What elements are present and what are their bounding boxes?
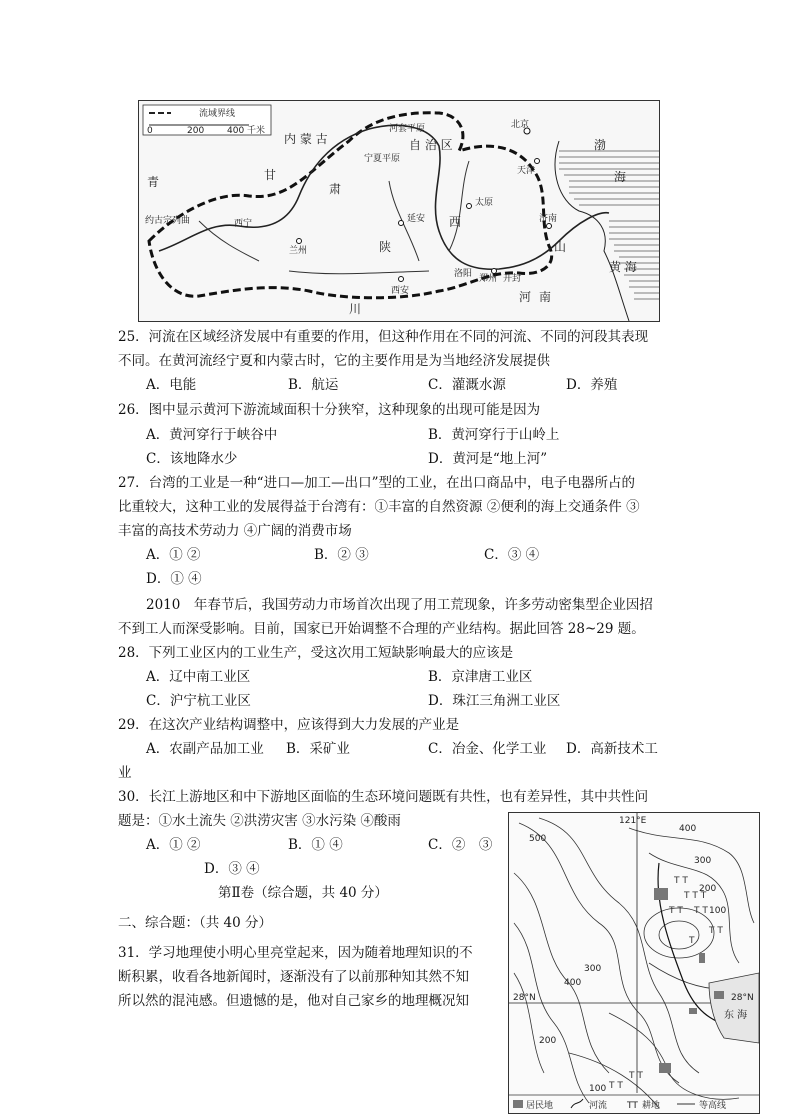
sea-label: 东 海 [724,1010,748,1021]
contour-map [508,812,760,1114]
label-sichuan: 川 [349,302,362,316]
label-zhengzhou: 郑州 [479,274,498,284]
q27-option-a: A．① ② [146,547,201,563]
q29-option-b: B．采矿业 [286,741,350,757]
q27-option-b: B．② ③ [314,547,369,563]
contour-label-300-top: 300 [694,856,712,866]
contour-label-300-left: 300 [584,964,602,974]
label-shaanxi: 陕 [379,240,392,254]
part2-title: 第Ⅱ卷（综合题，共 40 分） [218,885,388,901]
q27-option-d: D．① ④ [146,571,202,587]
settlement-4 [689,1008,697,1014]
jinan-marker [547,224,552,229]
label-beijing: 北京 [511,120,530,130]
sea-area [709,973,759,1043]
svg-text:T T: T T [694,906,708,916]
svg-text:T T: T T [629,1071,643,1081]
settlement-2 [699,953,705,963]
q30-option-c: C．② ③ [428,837,493,853]
xian-marker [399,277,404,282]
q28-option-b: B．京津唐工业区 [428,669,533,685]
legend-boundary-label: 流域界线 [199,109,236,119]
contour-label-200-left: 200 [539,1036,557,1046]
q28-option-a: A．辽中南工业区 [146,669,251,685]
passage-line2: 不到工人而深受影响。目前，国家已开始调整不合理的产业结构。据此回答 28~29 题。 [118,621,645,637]
q25-stem-line2: 不同。在黄河流经宁夏和内蒙古时，它的主要作用是为当地经济发展提供 [118,353,550,369]
wei-river [289,271,429,274]
q25-option-c: C．灌溉水源 [428,377,506,393]
legend-river-symbol [571,1099,583,1108]
label-lanzhou: 兰州 [289,246,308,256]
q30-stem-line2: 题是：①水土流失 ②洪涝灾害 ③水污染 ④酸雨 [118,813,401,829]
contour-label-200-top: 200 [699,884,717,894]
q31-line1: 31．学习地理使小明心里亮堂起来，因为随着地理知识的不 [118,945,473,961]
q28-stem: 28．下列工业区内的工业生产，受这次用工短缺影响最大的应该是 [118,645,514,661]
coastline [555,141,629,321]
svg-text:T T T: T T T [684,891,707,901]
legend-river-label: 河流 [589,1101,608,1111]
label-bohai-1: 渤 [594,138,607,152]
q26-stem: 26．图中显示黄河下游流域面积十分狭窄，这种现象的出现可能是因为 [118,402,541,418]
scale-tick-200: 200 [187,126,205,136]
q25-stem-line1: 25．河流在区域经济发展中有重要的作用，但这种作用在不同的河流、不同的河段其表现 [118,329,649,345]
q30-option-b: B．① ④ [288,837,343,853]
svg-text:T T: T T [709,926,723,936]
contour-label-100-top: 100 [709,906,727,916]
scale-tick-0: 0 [147,126,153,136]
label-henan: 河 [519,290,532,304]
svg-text:T T: T T [669,906,683,916]
q27-stem-line1: 27．台湾的工业是一种“进口—加工—出口”型的工业，在出口商品中，电子电器所占的 [118,475,635,491]
q25-option-b: B．航运 [288,377,339,393]
label-neimenggu: 内 蒙 古 [284,132,328,146]
latitude-label-right: 28°N [731,993,754,1003]
contour-label-500: 500 [529,834,547,844]
lanzhou-marker [297,239,302,244]
q27-option-c: C．③ ④ [484,547,540,563]
yellow-river-map-svg [139,101,659,321]
q26-option-c: C．该地降水少 [146,451,238,467]
settlement-5 [659,1063,671,1073]
label-nan: 南 [539,290,552,304]
contour-map-svg [509,813,759,1113]
q27-stem-line2: 比重较大，这种工业的发展得益于台湾有：①丰富的自然资源 ②便利的海上交通条件 ③ [118,499,640,515]
label-su: 肃 [329,182,342,196]
q26-option-d: D．黄河是“地上河” [428,451,548,467]
label-taiyuan: 太原 [475,198,494,208]
farmland-symbols [608,876,723,1091]
label-gan: 甘 [264,168,277,182]
sea-hatching [559,151,659,299]
contour-label-400-top: 400 [679,824,697,834]
q26-option-a: A．黄河穿行于峡谷中 [146,427,278,443]
label-yanan: 延安 [407,214,426,224]
taiyuan-marker [467,204,472,209]
q27-stem-line3: 丰富的高技术劳动力 ④广阔的消费市场 [118,523,352,539]
q28-option-d: D．珠江三角洲工业区 [428,693,561,709]
q31-line2: 断积累，收看各地新闻时，逐渐没有了以前那种知其然不知 [118,969,469,985]
tianjin-marker [535,159,540,164]
label-jinan: 济南 [539,214,558,224]
label-kaifeng: 开封 [503,274,522,284]
q26-option-b: B．黄河穿行于山岭上 [428,427,560,443]
contour-label-100-bottom: 100 [589,1084,607,1094]
settlement-1 [654,888,668,900]
label-bohai-2: 海 [614,170,627,184]
scale-tick-400: 400 千米 [227,126,266,136]
q28-option-c: C．沪宁杭工业区 [146,693,251,709]
svg-text:T T: T T [674,876,688,886]
label-xining: 西宁 [234,219,253,229]
legend-settlement-symbol [513,1100,523,1108]
label-huanghai: 黄 海 [609,260,637,274]
passage-line1: 2010 年春节后，我国劳动力市场首次出现了用工荒现象，许多劳动密集型企业因招 [146,597,653,613]
q29-option-a: A．农副产品加工业 [146,741,264,757]
label-xi: 西 [449,215,462,229]
legend-farmland-label: 耕地 [642,1101,661,1111]
q29-option-d-cont: 业 [118,765,132,781]
label-qing: 青 [147,175,160,189]
label-tianjin: 天津 [517,166,536,176]
label-luoyang: 洛阳 [454,269,473,279]
label-zizhiqu: 自 治 区 [409,138,453,152]
label-xian: 西安 [391,286,410,296]
longitude-label: 121°E [619,816,647,826]
svg-text:T: T [689,936,695,946]
contour-label-400-left: 400 [564,978,582,988]
zhengzhou-marker [492,269,497,274]
q25-option-a: A．电能 [146,377,197,393]
legend-settlement-label: 居民地 [526,1101,554,1111]
q29-option-c: C．冶金、化学工业 [428,741,547,757]
contour-lines [514,818,754,1108]
section2-heading: 二、综合题：（共 40 分） [118,915,273,931]
q29-stem: 29．在这次产业结构调整中，应该得到大力发展的产业是 [118,717,460,733]
yanan-marker [399,221,404,226]
q30-stem-line1: 30．长江上游地区和中下游地区面临的生态环境问题既有共性，也有差异性，其中共性问 [118,789,649,805]
latitude-label-left: 28°N [513,993,536,1003]
label-source: 约古宗列曲 [145,216,191,226]
label-hetao: 河套平原 [389,124,426,134]
legend-farmland-symbol: TT [627,1101,638,1111]
q30-option-a: A．① ② [146,837,201,853]
q30-option-d: D．③ ④ [204,861,260,877]
q29-option-d: D．高新技术工 [566,741,658,757]
label-shan: 山 [554,240,567,254]
settlement-3 [714,991,724,999]
yellow-river-basin-map [138,100,660,322]
label-ningxia: 宁夏平原 [364,154,401,164]
q31-line3: 所以然的混沌感。但遗憾的是，他对自己家乡的地理概况知 [118,993,469,1009]
q25-option-d: D．养殖 [566,377,618,393]
svg-text:T T: T T [609,1081,623,1091]
legend-contour-label: 等高线 [699,1101,727,1111]
